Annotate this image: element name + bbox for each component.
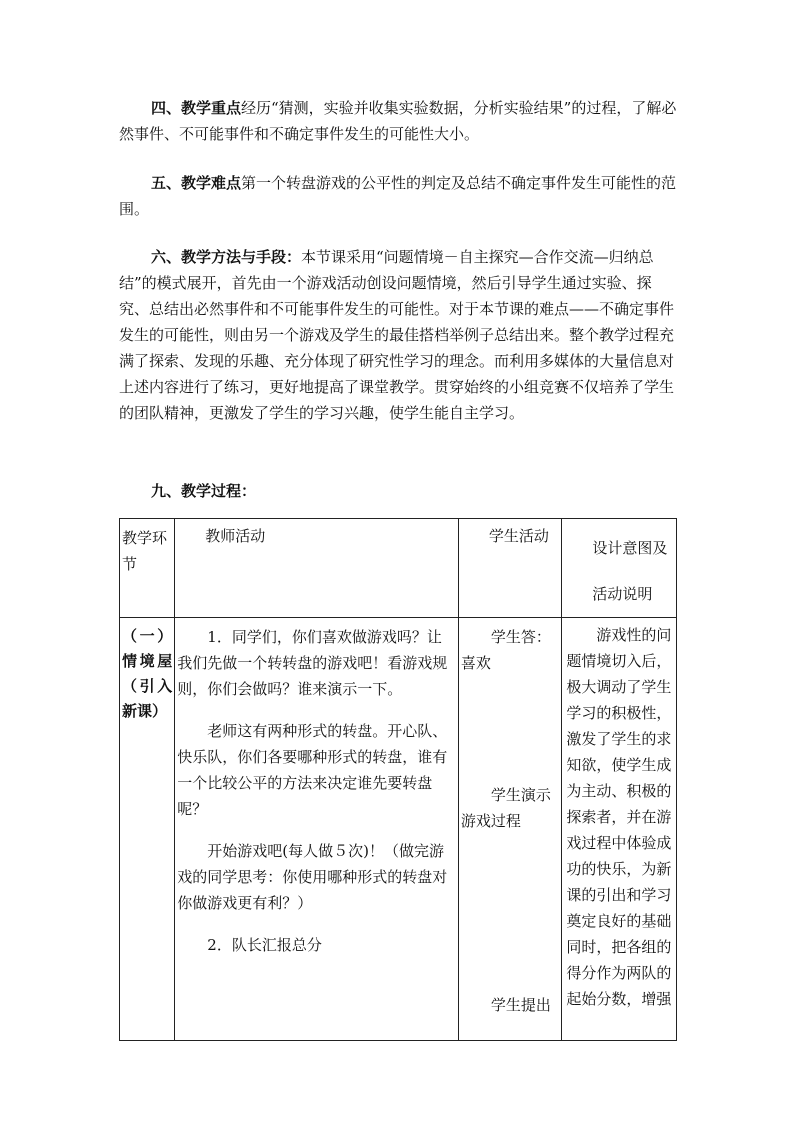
stage-situation: （一）情境屋（引入新课）: [120, 618, 175, 1041]
section-difficulties-heading: 五、教学难点: [151, 174, 242, 192]
header-teacher-activity: 教师活动: [175, 519, 459, 618]
header-teaching-stage: 教学环节: [120, 519, 175, 618]
teaching-process-table: [119, 518, 677, 1041]
section-key-points-text: 经历“猜测，实验并收集实验数据，分析实验结果”的过程，了解必然事件、不可能事件和不确定事件发生的可能性大小。: [119, 99, 677, 143]
header-student-activity: 学生活动: [458, 519, 562, 618]
header-design-intent: 设计意图及 活动说明: [562, 519, 677, 618]
teacher-activity-4: 2．队长汇报总分: [207, 936, 322, 954]
section-key-points: [119, 96, 679, 147]
table-header-row: [120, 519, 677, 618]
student-activity-propose: 学生提出: [490, 996, 551, 1014]
student-activity-demo: 学生演示游戏过程: [460, 786, 551, 830]
section-process: [119, 479, 679, 505]
section-difficulties-text: 第一个转盘游戏的公平性的判定及总结不确定事件发生可能性的范围。: [119, 174, 677, 218]
table-row: [120, 618, 677, 1041]
section-methods: [119, 244, 679, 426]
student-activity-cell: [458, 618, 562, 1041]
section-process-heading: 九、教学过程：: [151, 482, 257, 500]
student-activity-answer: 学生答：喜欢: [460, 628, 551, 672]
teacher-activity-cell: [175, 618, 459, 1041]
teacher-activity-2: 老师这有两种形式的转盘。开心队、快乐队，你们各要哪种形式的转盘，谁有一个比较公平的方法来决定谁先要转盘呢？: [177, 722, 448, 818]
teacher-activity-1: 1．同学们，你们喜欢做游戏吗？让我们先做一个转转盘的游戏吧！看游戏规则，你们会做吗？谁来演示一下。: [177, 628, 448, 698]
teacher-activity-3: 开始游戏吧(每人做５次)！（做完游戏的同学思考：你使用哪种形式的转盘对你做游戏更有利？）: [177, 842, 448, 912]
section-key-points-heading: 四、教学重点: [151, 99, 242, 117]
section-difficulties: [119, 171, 679, 222]
design-intent-cell: 游戏性的问题情境切入后，极大调动了学生学习的积极性，激发了学生的求知欲，使学生成为主动、积极的探索者，并在游戏过程中体验成功的快乐，为新课的引出和学习奠定良好的基础同时，把各组的得分作为两队的起始分数，增强: [562, 618, 677, 1041]
section-methods-text: 本节课采用“问题情境－自主探究—合作交流—归纳总结”的模式展开，首先由一个游戏活动创设问题情境，然后引导学生通过实验、探究、总结出必然事件和不可能事件发生的可能性。对于本节课的难点——不确定事件发生的可能性，则由另一个游戏及学生的最佳搭档举例子总结出来。整个教学过程充满了探索、发现的乐趣、充分体现了研究性学习的理念。而利用多媒体的大量信息对上述内容进行了练习，更好地提高了课堂教学。贯穿始终的小组竞赛不仅培养了学生的团队精神，更激发了学生的学习兴趣，使学生能自主学习。: [119, 248, 675, 422]
section-methods-heading: 六、教学方法与手段：: [151, 248, 302, 266]
